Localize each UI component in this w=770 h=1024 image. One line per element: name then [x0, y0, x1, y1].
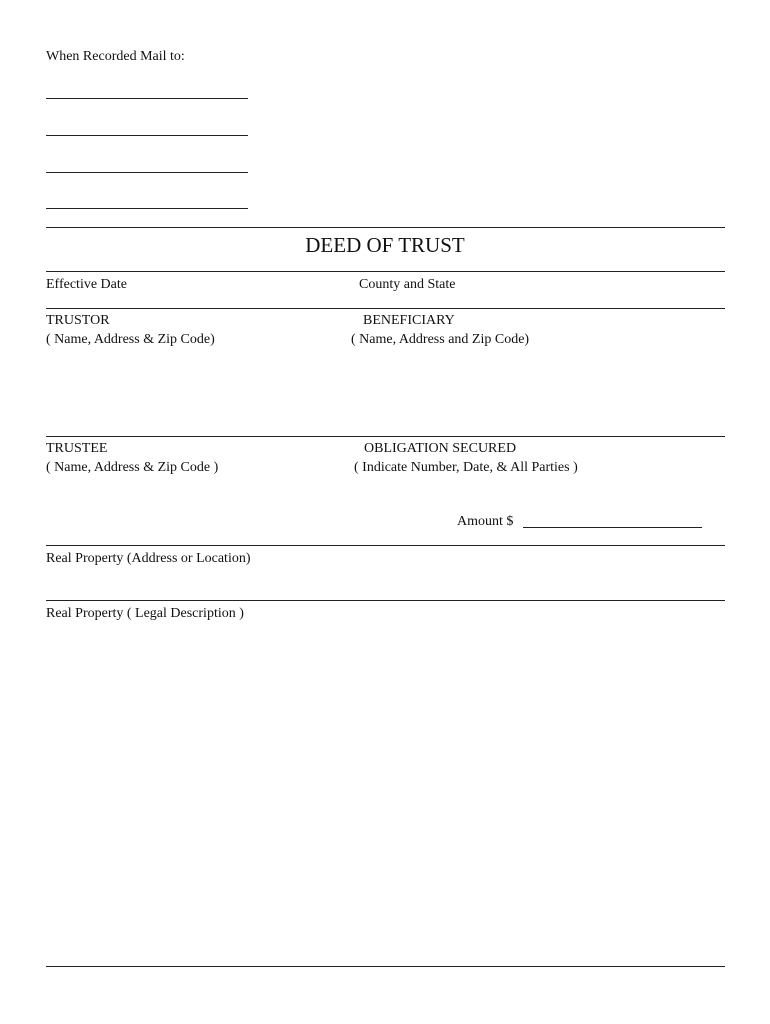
- mail-to-line-4[interactable]: [46, 208, 248, 209]
- obligation-label: OBLIGATION SECURED: [364, 441, 517, 456]
- title-top-rule: [46, 227, 725, 228]
- beneficiary-label: BENEFICIARY: [363, 313, 455, 328]
- property-address-bottom-rule: [46, 600, 725, 601]
- amount-bottom-rule: [46, 545, 725, 546]
- amount-input-line[interactable]: [523, 527, 702, 528]
- dates-bottom-rule: [46, 308, 725, 309]
- trustee-hint: ( Name, Address & Zip Code ): [46, 460, 219, 475]
- effective-date-label: Effective Date: [46, 277, 127, 292]
- mail-to-line-2[interactable]: [46, 135, 248, 136]
- mail-to-line-1[interactable]: [46, 98, 248, 99]
- title-bottom-rule: [46, 271, 725, 272]
- real-property-legal-label: Real Property ( Legal Description ): [46, 606, 244, 621]
- trustor-hint: ( Name, Address & Zip Code): [46, 332, 215, 347]
- mail-to-label: When Recorded Mail to:: [46, 49, 185, 64]
- trustor-label: TRUSTOR: [46, 313, 110, 328]
- page-bottom-rule: [46, 966, 725, 967]
- county-state-label: County and State: [359, 277, 456, 292]
- real-property-address-label: Real Property (Address or Location): [46, 551, 251, 566]
- mail-to-line-3[interactable]: [46, 172, 248, 173]
- amount-label: Amount $: [457, 514, 514, 529]
- obligation-hint: ( Indicate Number, Date, & All Parties ): [354, 460, 578, 475]
- parties-bottom-rule: [46, 436, 725, 437]
- trustee-label: TRUSTEE: [46, 441, 108, 456]
- beneficiary-hint: ( Name, Address and Zip Code): [351, 332, 530, 347]
- document-title: DEED OF TRUST: [305, 233, 465, 257]
